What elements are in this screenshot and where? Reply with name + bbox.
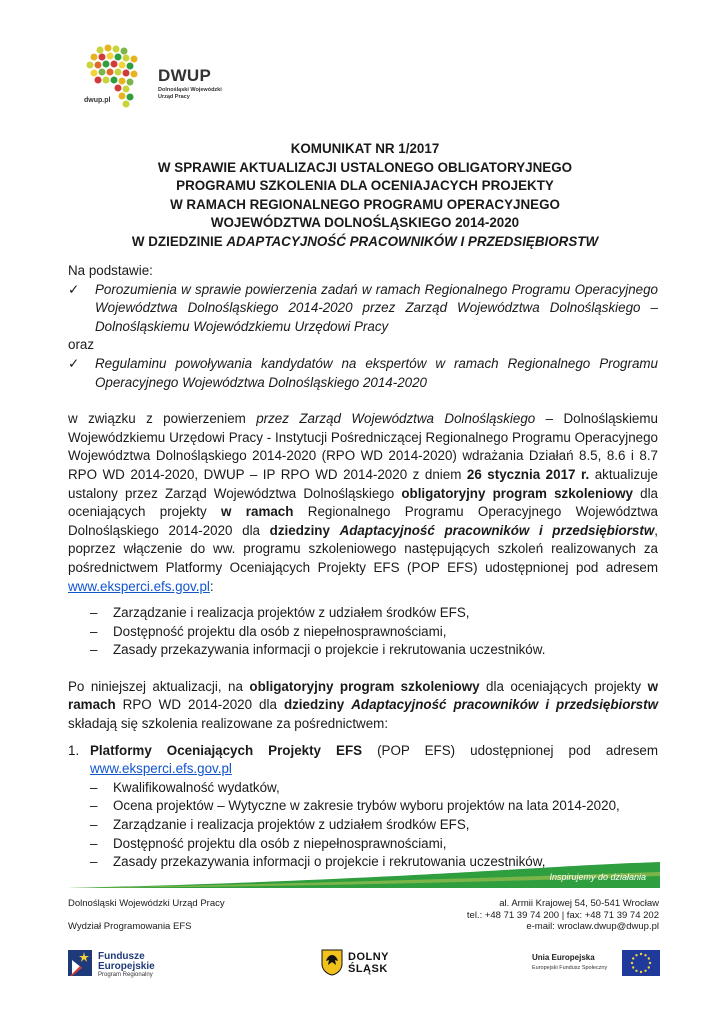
- dash-marker: –: [90, 779, 98, 795]
- basis-item-2: [68, 355, 658, 392]
- text-span: Adaptacyjność pracowników i przedsiębiorstw: [351, 697, 658, 713]
- numbered-item-1: [68, 742, 658, 779]
- text-span: Platformy Oceniających Projekty EFS: [90, 742, 363, 758]
- text-span: – Dolnośląskiemu Wojewódzkiemu Urzędowi Pracy - Instytucji Pośredniczącej Regionalnego Programu Operacyjnego Województwa Dolnośląskiego 2014-2020 (RPO WD 2014-2020) wdrażania Działań 8.5, 8.6 i 8.7 RPO WD 2014-2020, DWUP – IP RPO WD 2014-2020 z dniem: [68, 411, 658, 482]
- title-line-6: [70, 233, 660, 252]
- text-span: Po niniejszej aktualizacji, na: [68, 678, 250, 694]
- fe-line-2: Europejskie: [98, 961, 155, 972]
- text-span: obligatoryjny program szkoleniowy: [249, 678, 480, 694]
- list-item-text: Zasady przekazywania informacji o projekcie i rekrutowania uczestników.: [113, 642, 546, 658]
- list-item: [68, 779, 658, 798]
- checkmark-icon: ✓: [68, 281, 80, 297]
- band-slogan: Inspirujemy do działania: [549, 872, 646, 882]
- ue-line-2: Europejski Fundusz Społeczny: [532, 965, 608, 971]
- footer-dept: Wydział Programowania EFS: [68, 921, 192, 932]
- eksperci-link[interactable]: www.eksperci.efs.gov.pl: [68, 578, 210, 594]
- text-span: dziedziny: [269, 522, 340, 538]
- list-item: [68, 816, 658, 835]
- dash-marker: –: [90, 623, 98, 639]
- dwup-logo: [80, 40, 240, 115]
- title-line-1: KOMUNIKAT NR 1/2017: [290, 141, 440, 156]
- footer-org: Dolnośląski Wojewódzki Urząd Pracy: [68, 898, 225, 909]
- list-item: [68, 797, 658, 816]
- document-title: [70, 140, 660, 252]
- footer-band: [68, 862, 660, 888]
- footer-phone: tel.: +48 71 39 74 200 | fax: +48 71 39 74 202: [466, 909, 659, 921]
- list-item-text: Zarządzanie i realizacja projektów z udziałem środków EFS,: [113, 605, 470, 621]
- title-line-2: W SPRAWIE AKTUALIZACJI USTALONEGO OBLIGATORYJNEGO: [157, 159, 573, 175]
- text-span: w ramach: [221, 504, 294, 520]
- footer-email: e-mail: wroclaw.dwup@dwup.pl: [526, 921, 659, 932]
- text-span: w ramach: [68, 678, 658, 713]
- logo-subtitle-2: Urząd Pracy: [158, 94, 190, 100]
- list-item-text: Zarządzanie i realizacja projektów z udziałem środków EFS,: [113, 817, 470, 833]
- text-span: składają się szkolenia realizowane za pośrednictwem:: [68, 716, 389, 732]
- footer-address: al. Armii Krajowej 54, 50-541 Wrocław: [499, 898, 659, 909]
- dash-marker: –: [90, 817, 98, 833]
- fundusze-europejskie-logo: [68, 948, 178, 980]
- number-marker: 1.: [68, 742, 80, 758]
- basis-item-1: [68, 281, 658, 337]
- logo-subtitle-1: Dolnośląski Wojewódzki: [158, 87, 222, 93]
- basis-item-1-text: Porozumienia w sprawie powierzenia zadań w ramach Regionalnego Programu Operacyjnego Województwa Dolnośląskiego 2014-2020 przez Zarząd Województwa Dolnośląskiego – Dolnośląskiemu Wojewódzkiemu Urzędowi Pracy: [95, 281, 658, 334]
- text-span: przez Zarząd Województwa Dolnośląskiego: [256, 411, 536, 427]
- unia-europejska-logo: [532, 950, 660, 978]
- footer-contact: [467, 898, 659, 933]
- list-item-text: Dostępność projektu dla osób z niepełnosprawnościami,: [113, 835, 447, 851]
- dash-marker: –: [90, 642, 98, 658]
- paragraph-1: [68, 410, 658, 596]
- eagle-crest-icon: [320, 948, 344, 976]
- text-span: dziedziny: [283, 697, 352, 713]
- dash-marker: –: [90, 854, 98, 870]
- text-span: Regionalnego Programu Operacyjnego Województwa Dolnośląskiego 2014-2020 dla: [68, 504, 658, 538]
- logo-brand: DWUP: [158, 66, 212, 85]
- title-line-5: WOJEWÓDZTWA DOLNOŚLĄSKIEGO 2014-2020: [210, 215, 520, 231]
- text-span: obligatoryjny program szkoleniowy: [401, 485, 633, 501]
- list-item: [68, 641, 658, 660]
- basis-label: Na podstawie:: [68, 263, 153, 278]
- list-item-text: Kwalifikowalność wydatków,: [113, 779, 280, 795]
- list-item: [68, 835, 658, 854]
- fe-line-3: Program Regionalny: [98, 972, 153, 978]
- fe-line-1: Fundusze: [98, 951, 145, 962]
- oraz-label: oraz: [68, 337, 95, 353]
- text-span: Adaptacyjność pracowników i przedsiębiorstw: [339, 522, 655, 538]
- basis-item-2-text: Regulaminu powoływania kandydatów na ekspertów w ramach Regionalnego Programu Operacyjnego Województwa Dolnośląskiego 2014-2020: [95, 355, 658, 390]
- ue-line-1: Unia Europejska: [532, 953, 595, 962]
- logo-site: dwup.pl: [84, 97, 111, 104]
- dash-marker: –: [90, 798, 98, 814]
- text-span: , poprzez włączenie do ww. programu szkoleniowego następujących szkoleń realizowanych za pośrednictwem Platformy Oceniających Projekty EFS (POP EFS) udostępnionej pod adresem: [68, 522, 658, 575]
- ds-line-2: ŚLĄSK: [348, 963, 388, 975]
- paragraph-2: [68, 678, 658, 734]
- text-span: :: [209, 578, 214, 594]
- checkmark-icon: ✓: [68, 355, 80, 371]
- dash-marker: –: [90, 605, 98, 621]
- text-span: aktualizuje ustalony przez Zarząd Województwa Dolnośląskiego: [68, 466, 658, 501]
- list-item: [68, 623, 658, 642]
- list-item: [68, 604, 658, 623]
- text-span: w związku z powierzeniem: [68, 411, 257, 427]
- text-span: dla oceniających projekty: [68, 485, 658, 520]
- list-item-text: Zasady przekazywania informacji o projekcie i rekrutowania uczestników,: [113, 854, 546, 870]
- title-line-6-italic: ADAPTACYJNOŚĆ PRACOWNIKÓW I PRZEDSIĘBIORSTW: [226, 233, 599, 249]
- title-line-6-plain: W DZIEDZINIE: [131, 233, 227, 249]
- title-line-4: W RAMACH REGIONALNEGO PROGRAMU OPERACYJNEGO: [170, 196, 560, 212]
- text-span: 26 stycznia 2017 r.: [466, 466, 590, 482]
- eu-funds-star-icon: [68, 948, 94, 978]
- list-item-text: Ocena projektów – Wytyczne w zakresie trybów wyboru projektów na lata 2014-2020,: [113, 798, 620, 814]
- text-span: (POP EFS) udostępnionej pod adresem: [362, 742, 658, 758]
- ds-line-1: DOLNY: [348, 951, 389, 963]
- eksperci-link-2[interactable]: www.eksperci.efs.gov.pl: [90, 761, 232, 777]
- list-item-text: Dostępność projektu dla osób z niepełnosprawnościami,: [113, 623, 447, 639]
- dolny-slask-logo: [320, 948, 410, 978]
- title-line-3: PROGRAMU SZKOLENIA DLA OCENIAJACYCH PROJEKTY: [176, 178, 554, 194]
- dash-marker: –: [90, 835, 98, 851]
- document-body: [68, 262, 658, 872]
- eu-flag-icon: [622, 950, 660, 976]
- text-span: dla oceniających projekty: [479, 678, 648, 694]
- text-span: RPO WD 2014-2020 dla: [115, 697, 284, 713]
